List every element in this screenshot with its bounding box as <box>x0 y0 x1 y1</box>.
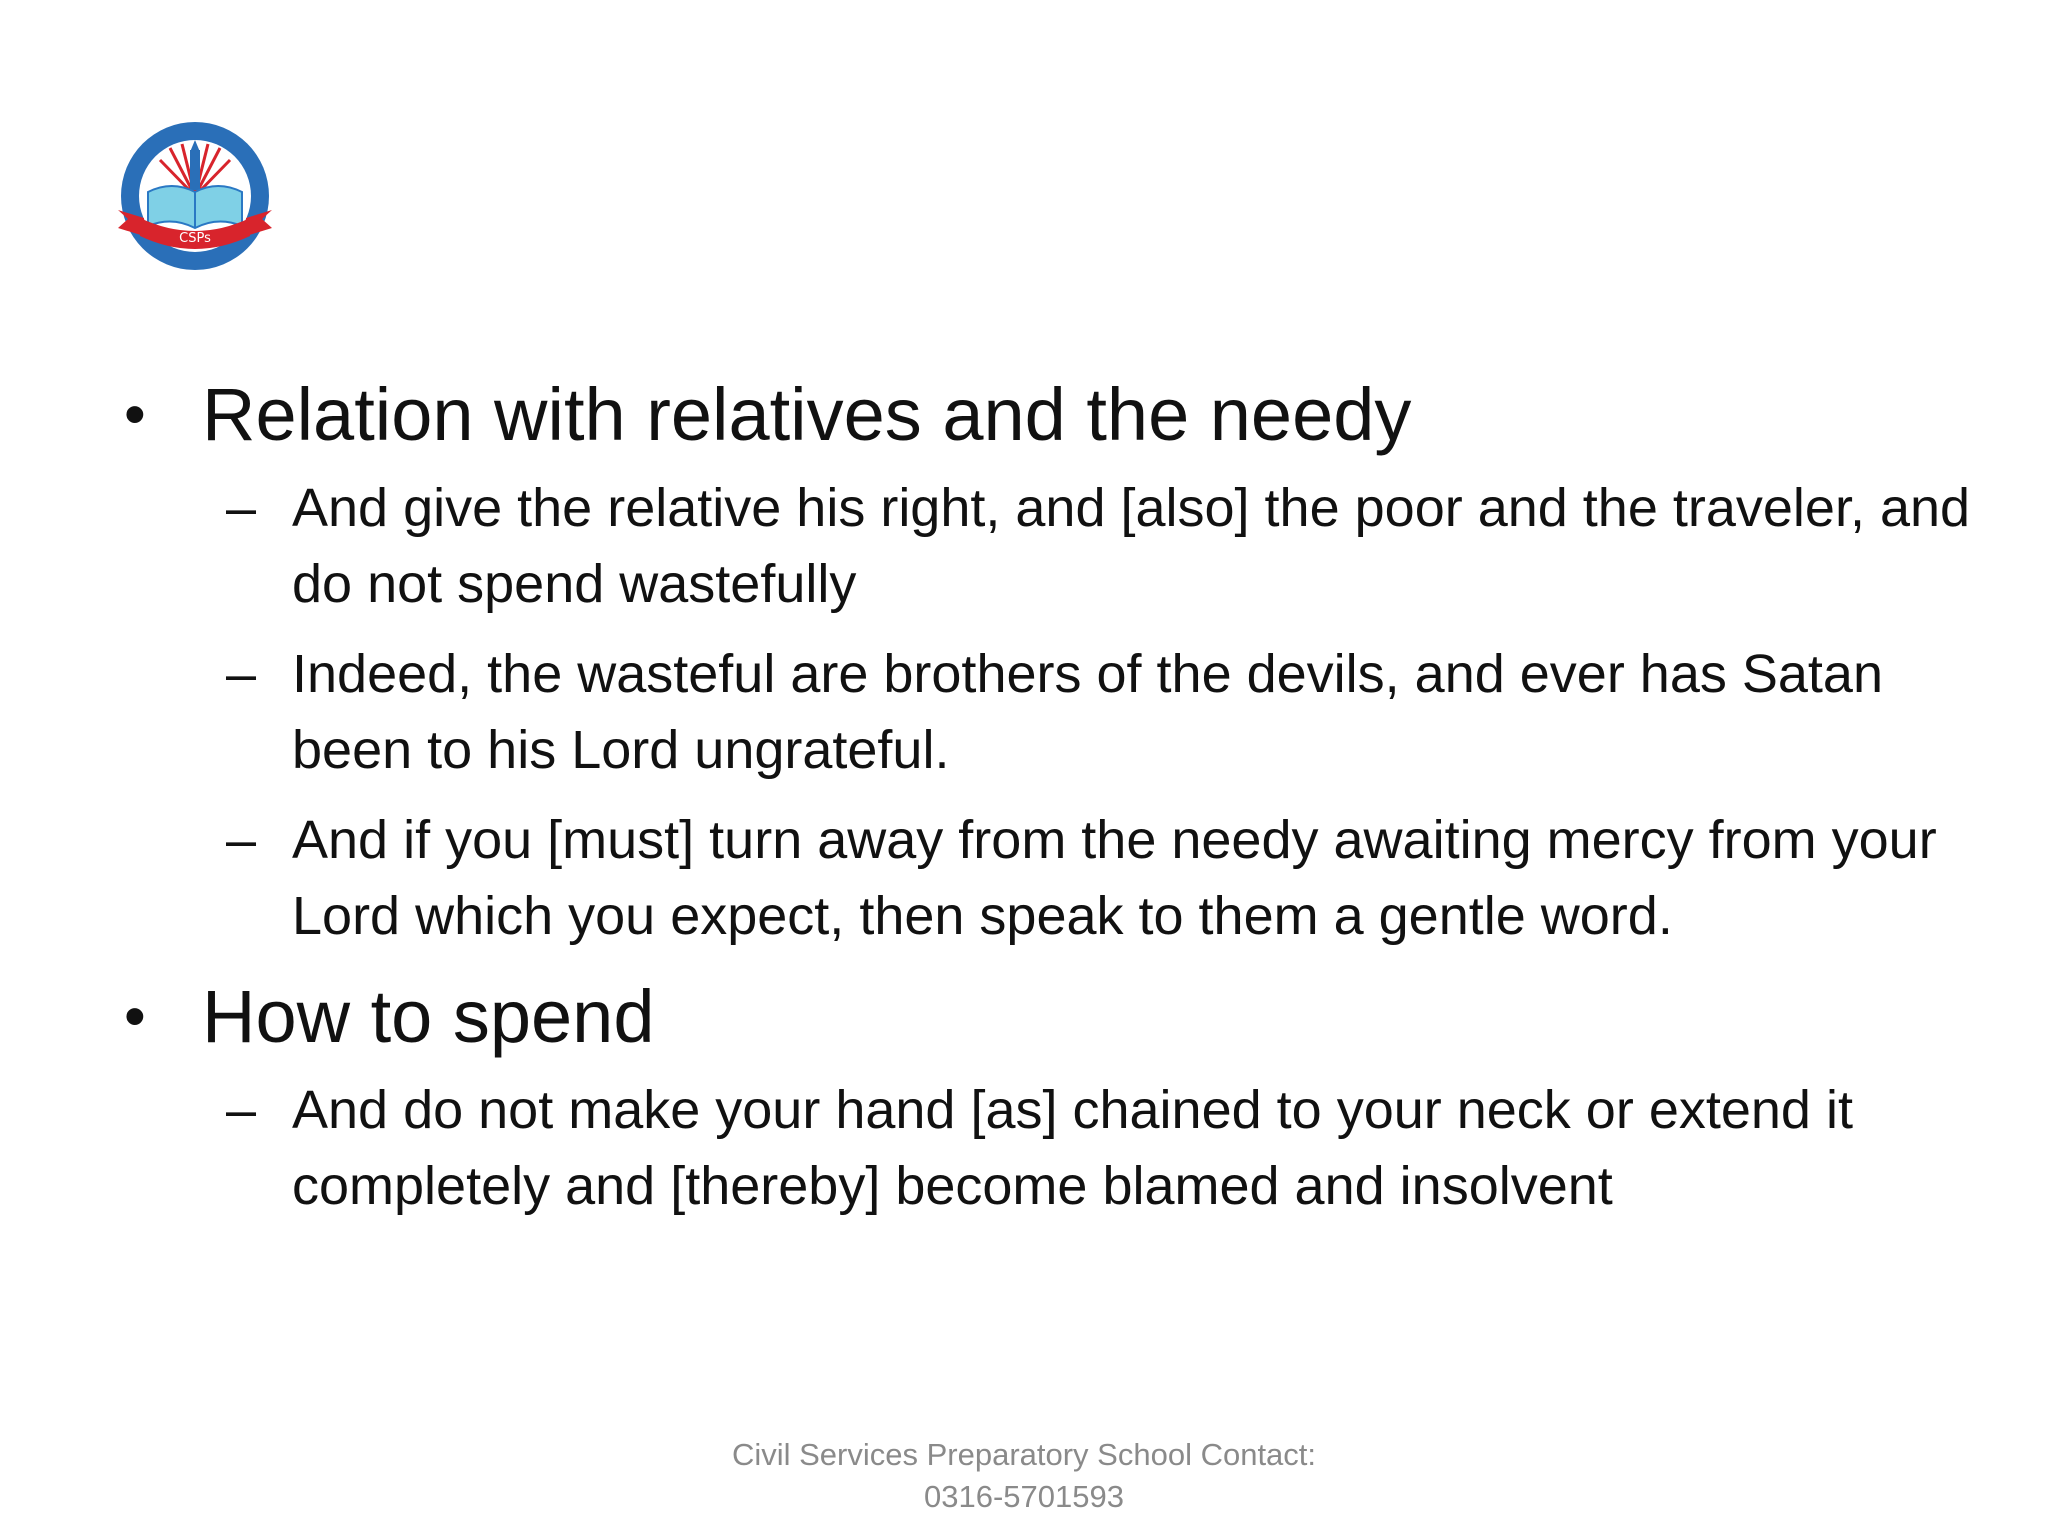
list-item <box>0 470 2048 622</box>
section-heading-text: How to spend <box>202 975 655 1058</box>
logo-ribbon-text: CSPs <box>179 231 211 246</box>
section-heading-text: Relation with relatives and the needy <box>202 373 1412 456</box>
bullet-marker: • <box>124 982 146 1051</box>
section-heading <box>0 370 2048 460</box>
section-heading <box>0 972 2048 1062</box>
slide-footer <box>0 1434 2048 1518</box>
list-item-text: Indeed, the wasteful are brothers of the devils, and ever has Satan been to his Lord ungrateful. <box>292 644 1883 780</box>
sub-bullet-marker: – <box>226 478 257 538</box>
sub-bullet-marker: – <box>226 810 257 870</box>
footer-line-1: Civil Services Preparatory School Contact: <box>731 1437 1317 1472</box>
sub-bullet-marker: – <box>226 644 257 704</box>
footer-contact-number: 0316-5701593 <box>924 1479 1124 1514</box>
sub-bullet-marker: – <box>226 1080 257 1140</box>
school-logo-emblem <box>110 118 280 274</box>
list-item-text: And give the relative his right, and [also] the poor and the traveler, and do not spend wastefully <box>292 478 1971 614</box>
slide-body <box>0 370 2048 1238</box>
bullet-marker: • <box>124 380 146 449</box>
list-item <box>0 802 2048 954</box>
list-item <box>0 636 2048 788</box>
list-item <box>0 1072 2048 1224</box>
list-item-text: And do not make your hand [as] chained to your neck or extend it completely and [thereby] become blamed and insolvent <box>292 1080 1853 1216</box>
school-logo <box>110 118 280 274</box>
list-item-text: And if you [must] turn away from the needy awaiting mercy from your Lord which you expect, then speak to them a gentle word. <box>292 810 1937 946</box>
